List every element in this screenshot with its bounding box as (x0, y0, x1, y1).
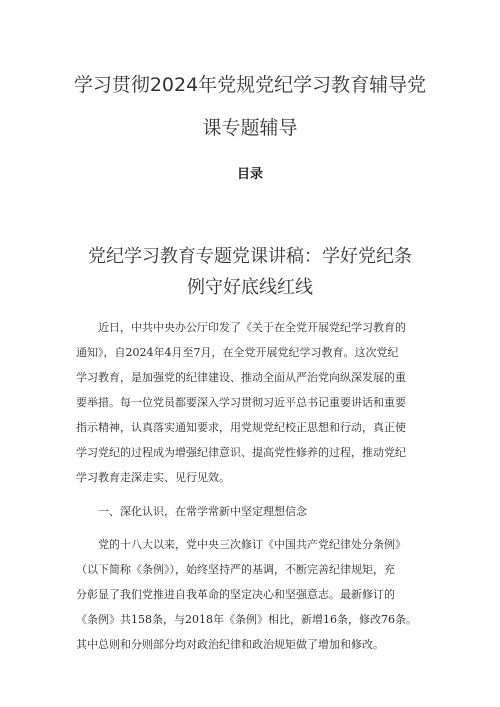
paragraph-2-line: 其中总则和分则部分均对政治纪律和政治规矩做了增加和修改。 (76, 638, 384, 651)
paragraph-1-line: 指示精神，认真落实通知要求，用党规党纪校正思想和行动，真正使 (76, 421, 406, 434)
paragraph-2-line: 党的十八大以来，党中央三次修订《中国共产党纪律处分条例》 (98, 538, 406, 551)
toc-label: 目录 (236, 167, 263, 182)
paragraph-2-line: 分彰显了我们党推进自我革命的坚定决心和坚强意志。最新修订的 (76, 588, 395, 601)
paragraph-1-line: 学习党纪的过程成为增强纪律意识、提高党性修养的过程，推动党纪 (76, 446, 406, 459)
paragraph-1-line: 学习教育，是加强党的纪律建设、推动全面从严治党向纵深发展的重 (76, 371, 406, 384)
paragraph-1-line: 学习教育走深走实、见行见效。 (76, 471, 230, 484)
document-title-line-1: 学习贯彻2024年党规党纪学习教育辅导党 (73, 74, 427, 96)
heading-1: 一、深化认识，在常学常新中坚定理想信念 (98, 505, 307, 518)
paragraph-1-line: 要举措。每一位党员都要深入学习贯彻习近平总书记重要讲话和重要 (76, 396, 406, 409)
paragraph-1-line: 近日，中共中央办公厅印发了《关于在全党开展党纪学习教育的 (98, 321, 406, 334)
section-title-line-1: 党纪学习教育专题党课讲稿：学好党纪条 (88, 246, 412, 267)
paragraph-2-line: 《条例》共158条，与2018年《条例》相比，新增16条，修改76条。 (76, 613, 417, 626)
paragraph-1-line: 通知》，自2024年4月至7月，在全党开展党纪学习教育。这次党纪 (76, 346, 399, 359)
section-title-line-2: 例守好底线红线 (187, 277, 313, 298)
paragraph-2-line: （以下简称《条例》），始终坚持严的基调，不断完善纪律规矩，充 (76, 563, 395, 576)
document-title-line-2: 课专题辅导 (202, 117, 298, 139)
